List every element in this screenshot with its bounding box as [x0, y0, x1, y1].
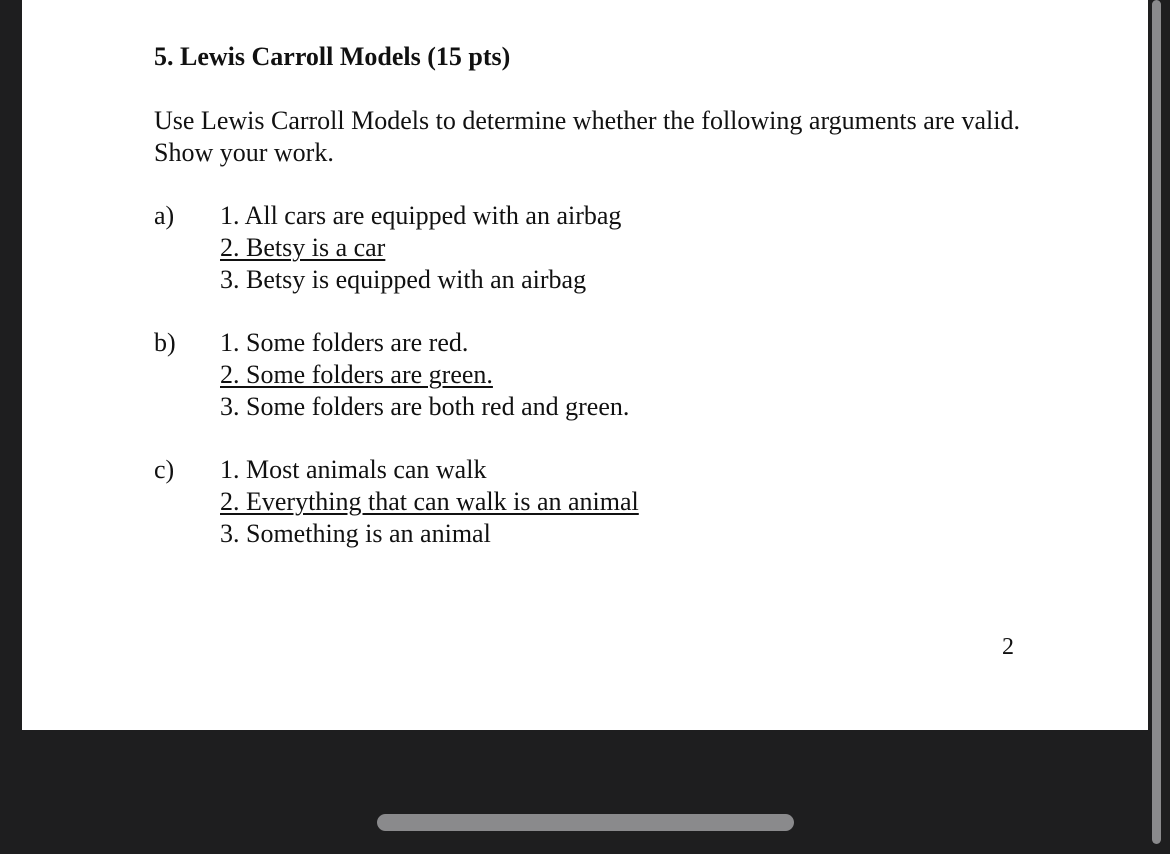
vertical-scrollbar[interactable]	[1152, 0, 1161, 844]
premise-1: 1. Some folders are red.	[220, 328, 469, 357]
premise-1: 1. Most animals can walk	[220, 455, 487, 484]
question-label: a)	[154, 201, 175, 230]
conclusion: 3. Some folders are both red and green.	[220, 392, 630, 421]
question-label: b)	[154, 328, 176, 357]
premise-2: 2. Some folders are green.	[220, 360, 493, 389]
instructions-text: Use Lewis Carroll Models to determine whether the following arguments are valid. Show your work.	[154, 106, 1020, 167]
argument	[220, 200, 621, 296]
horizontal-scrollbar[interactable]	[377, 814, 794, 831]
premise-1: 1. All cars are equipped with an airbag	[220, 201, 622, 230]
page-title: 5. Lewis Carroll Models (15 pts)	[154, 42, 511, 71]
page-number: 2	[1002, 634, 1014, 660]
document-page	[22, 0, 1148, 730]
conclusion: 3. Betsy is equipped with an airbag	[220, 265, 587, 294]
premise-2: 2. Betsy is a car	[220, 233, 386, 262]
argument	[220, 327, 629, 423]
conclusion: 3. Something is an animal	[220, 519, 491, 548]
argument	[220, 454, 639, 550]
premise-2: 2. Everything that can walk is an animal	[220, 487, 639, 516]
question-label: c)	[154, 455, 175, 484]
